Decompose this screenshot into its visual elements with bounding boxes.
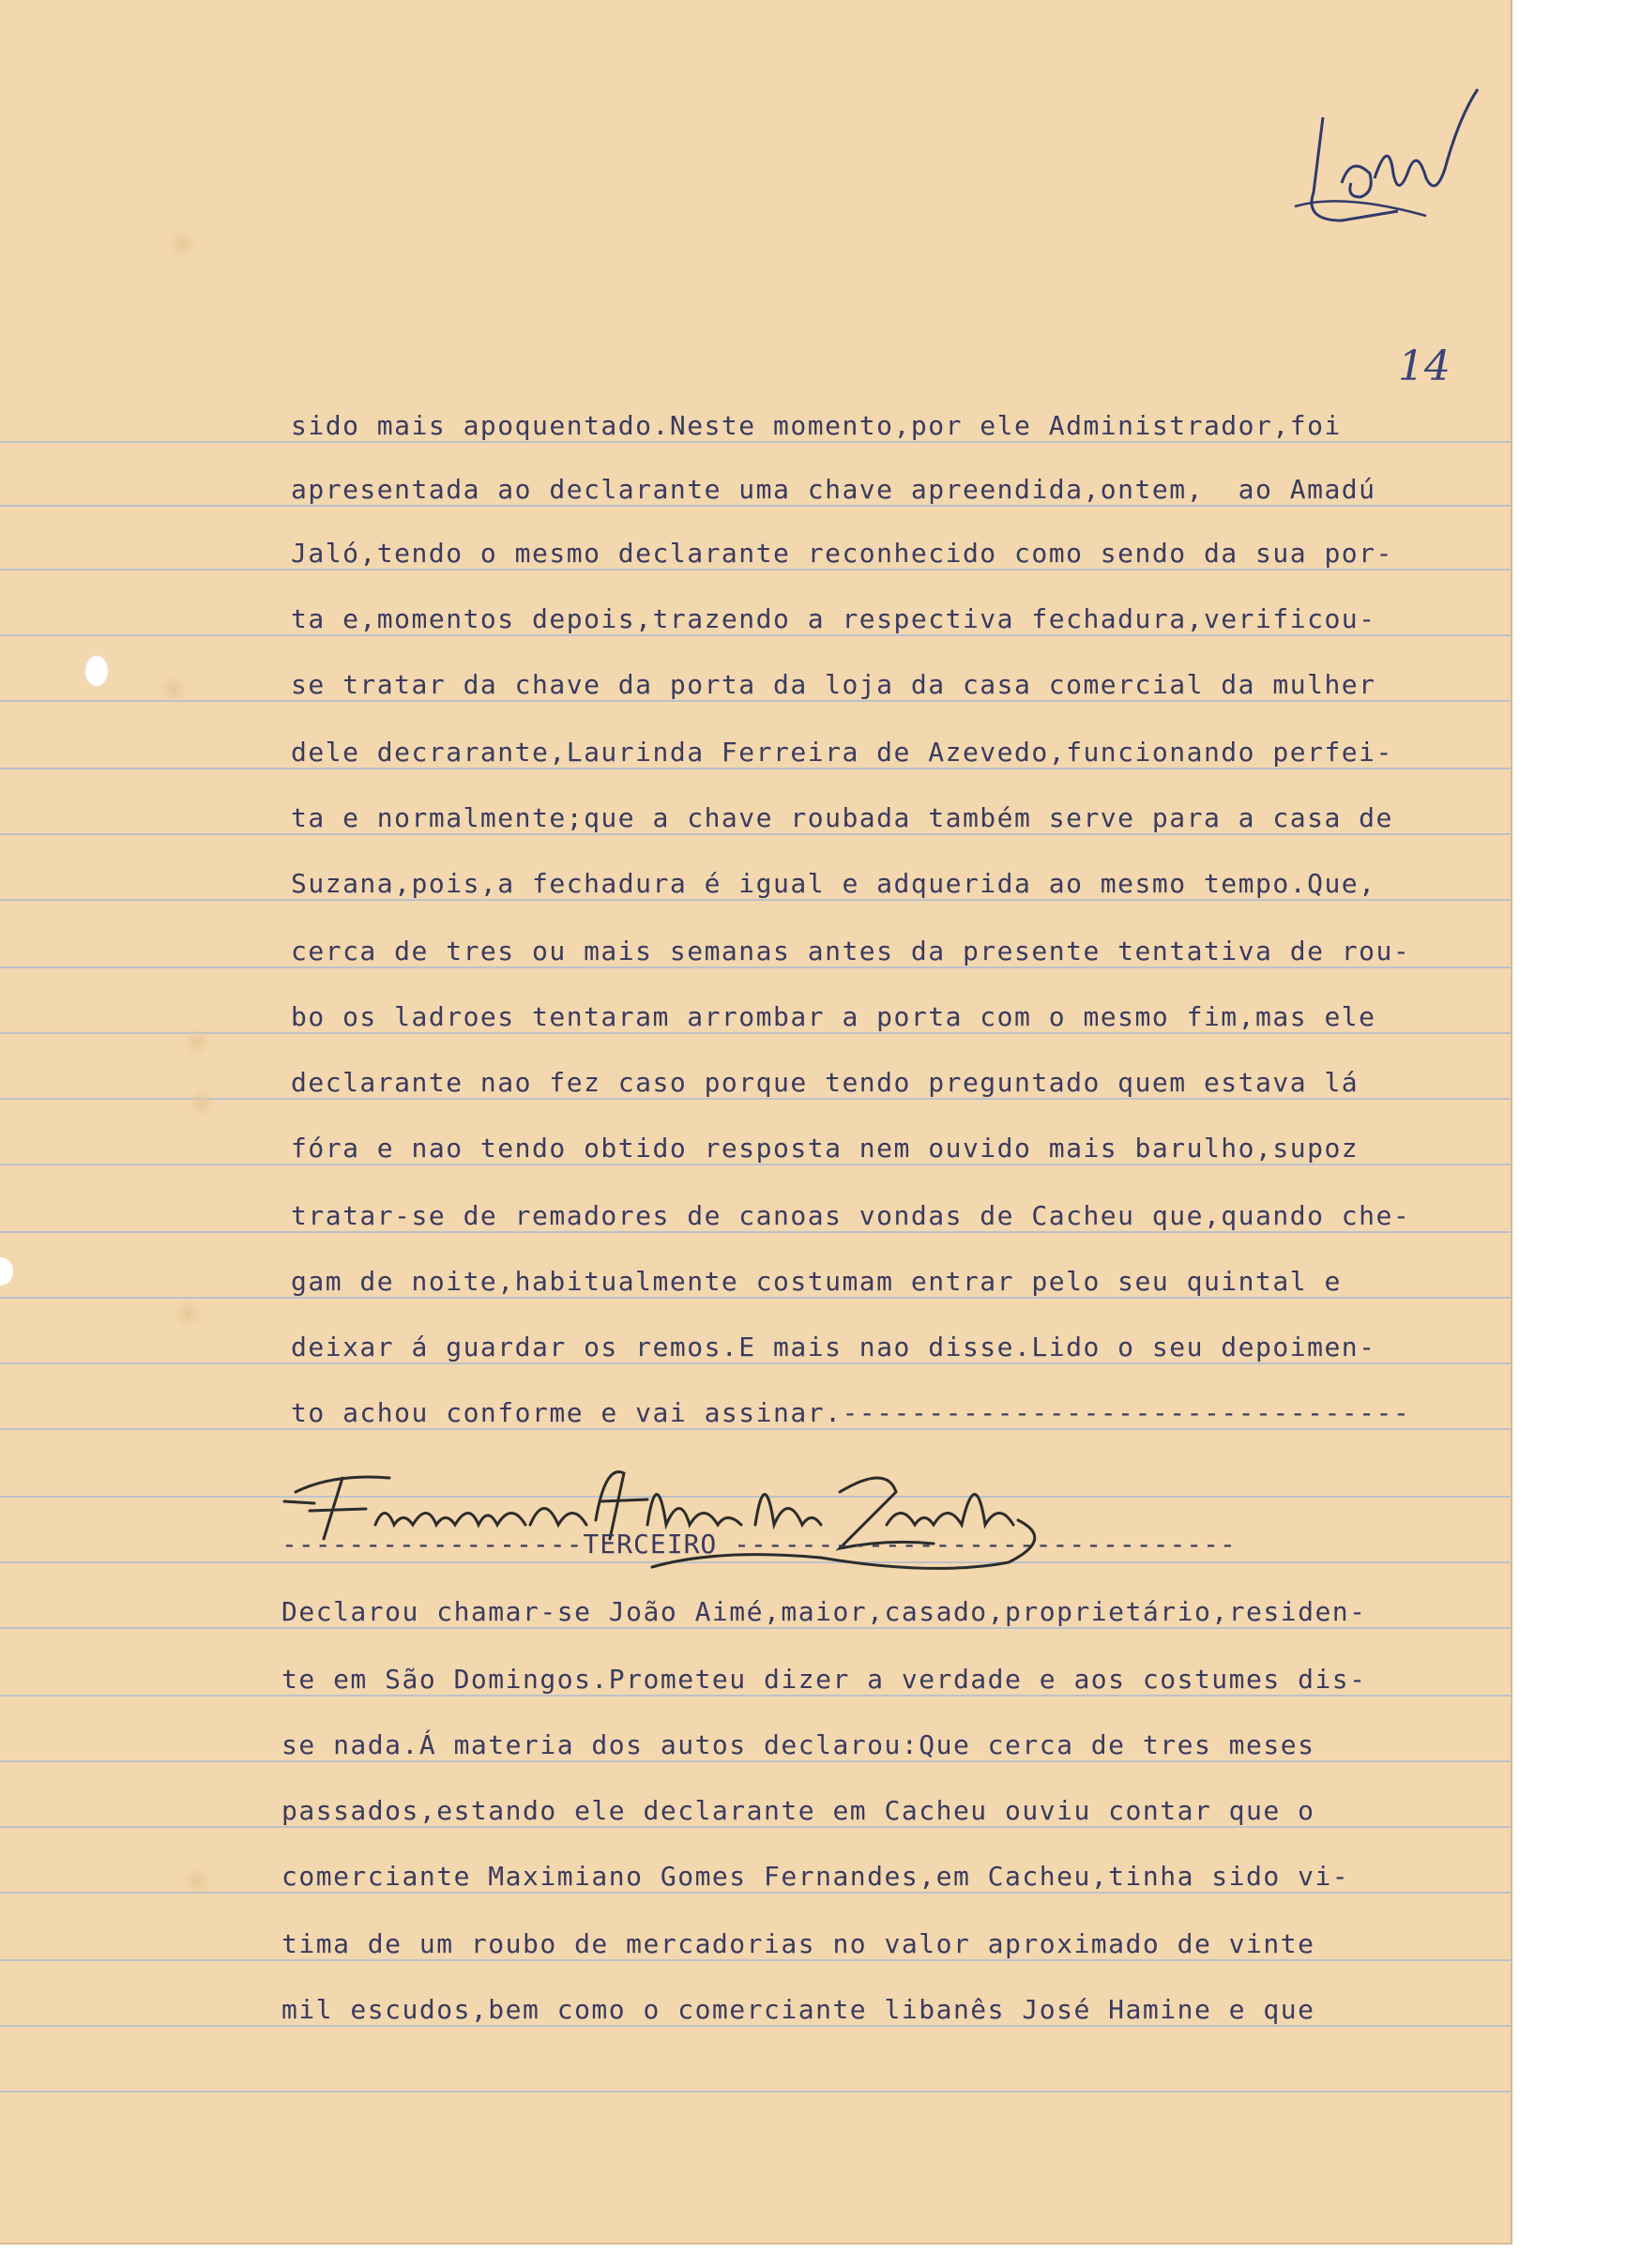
text-line: comerciante Maximiano Gomes Fernandes,em Cacheu,tinha sido vi- — [281, 1861, 1350, 1892]
text-line: se nada.Á materia dos autos declarou:Que cerca de tres meses — [281, 1729, 1315, 1760]
paper-mark — [174, 1300, 202, 1328]
text-line: tima de um roubo de mercadorias no valor aproximado de vinte — [281, 1928, 1315, 1959]
paper-mark — [169, 230, 197, 258]
punch-hole — [84, 655, 109, 687]
text-line: to achou conforme e vai assinar.--------------------------------- — [291, 1397, 1411, 1428]
ruled-line — [0, 899, 1511, 901]
text-line: Jaló,tendo o mesmo declarante reconhecido como sendo da sua por- — [291, 538, 1393, 569]
ruled-line — [0, 634, 1511, 636]
text-line: declarante nao fez caso porque tendo preguntado quem estava lá — [291, 1067, 1360, 1098]
text-line: te em São Domingos.Prometeu dizer a verdade e aos costumes dis- — [281, 1664, 1367, 1695]
ruled-line — [0, 833, 1511, 835]
text-line: Declarou chamar-se João Aimé,maior,casado,proprietário,residen- — [281, 1596, 1367, 1627]
ruled-line — [0, 2091, 1511, 2093]
text-line: cerca de tres ou mais semanas antes da presente tentativa de rou- — [291, 936, 1411, 967]
ruled-line — [0, 700, 1511, 702]
section-heading: ------------------TERCEIRO ------------------------------ — [281, 1529, 1237, 1560]
paper-mark — [188, 1088, 216, 1117]
text-line: ta e,momentos depois,trazendo a respectiva fechadura,verificou- — [291, 603, 1376, 634]
ruled-line — [0, 505, 1511, 507]
ruled-line — [0, 1892, 1511, 1894]
paper-mark — [183, 1027, 211, 1056]
paper-mark — [160, 676, 188, 704]
ruled-line — [0, 1826, 1511, 1828]
ruled-line — [0, 1297, 1511, 1299]
text-line: passados,estando ele declarante em Cacheu ouviu contar que o — [281, 1795, 1315, 1826]
text-line: gam de noite,habitualmente costumam entrar pelo seu quintal e — [291, 1266, 1342, 1297]
ruled-line — [0, 1164, 1511, 1165]
ruled-line — [0, 1695, 1511, 1697]
ruled-line — [0, 1362, 1511, 1364]
text-line: fóra e nao tendo obtido resposta nem ouvido mais barulho,supoz — [291, 1133, 1360, 1164]
text-line: tratar-se de remadores de canoas vondas de Cacheu que,quando che- — [291, 1200, 1411, 1231]
ruled-line — [0, 768, 1511, 769]
text-line: sido mais apoquentado.Neste momento,por ele Administrador,foi — [291, 410, 1342, 441]
text-line: se tratar da chave da porta da loja da casa comercial da mulher — [291, 669, 1376, 700]
handwritten-initials — [1285, 80, 1492, 239]
ruled-line — [0, 1760, 1511, 1762]
text-line: mil escudos,bem como o comerciante libanês José Hamine e que — [281, 1994, 1315, 2025]
paper-mark — [183, 1867, 211, 1895]
ruled-line — [0, 1032, 1511, 1034]
ruled-line — [0, 441, 1511, 443]
ruled-line — [0, 1959, 1511, 1961]
text-line: dele decrarante,Laurinda Ferreira de Azevedo,funcionando perfei- — [291, 737, 1393, 768]
ruled-line — [0, 1428, 1511, 1430]
text-line: deixar á guardar os remos.E mais nao disse.Lido o seu depoimen- — [291, 1332, 1376, 1362]
text-line: bo os ladroes tentaram arrombar a porta com o mesmo fim,mas ele — [291, 1001, 1376, 1032]
text-line: ta e normalmente;que a chave roubada também serve para a casa de — [291, 802, 1393, 833]
ruled-line — [0, 2025, 1511, 2027]
ruled-line — [0, 967, 1511, 968]
text-line: Suzana,pois,a fechadura é igual e adquerida ao mesmo tempo.Que, — [291, 868, 1376, 899]
ruled-line — [0, 1098, 1511, 1100]
ruled-line — [0, 1231, 1511, 1233]
text-line: apresentada ao declarante uma chave apreendida,ontem, ao Amadú — [291, 474, 1376, 505]
page-number: 14 — [1398, 342, 1451, 390]
ruled-line — [0, 1627, 1511, 1629]
ruled-line — [0, 569, 1511, 571]
page-notch — [0, 1257, 13, 1286]
